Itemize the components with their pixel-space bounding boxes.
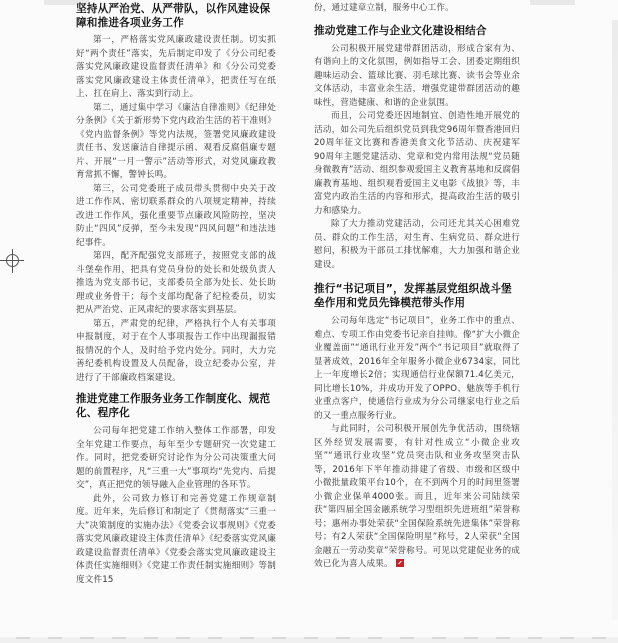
left-column xyxy=(76,2,276,587)
paragraph: 第四，配齐配强党支部班子，按照党支部的战斗堡垒作用，把具有党员身份的处长和处级负责人推选为党支部书记，支部委员全部为处长、处长助理或业务骨干；每个支部均配备了纪检委员，切实把从严治党、正风肃纪的要求落实到基层。 xyxy=(76,251,276,315)
top-edge-mark xyxy=(530,0,575,5)
paragraph: 公司每年把党建工作纳入整体工作部署，印发全年党建工作要点，每年至少专题研究一次党建工作。同时，把党委研究讨论作为分公司决策重大问题的前置程序，凡“三重一大”事项均“先党内、后提交”，真正把党的领导融入企业管理的各环节。 xyxy=(76,426,276,490)
paragraph: 除了大力推动党建活动，公司还尤其关心困难党员、群众的工作生活，对生育、生病党员、群众进行慰问，积极为干部员工排忧解难，大力加强和谐企业建设。 xyxy=(314,219,520,270)
section-heading: 推行“书记项目”，发挥基层党组织战斗堡垒作用和党员先锋模范带头作用 xyxy=(314,283,512,309)
article-end-icon xyxy=(396,559,404,567)
paragraph: 第五，严肃党的纪律，严格执行个人有关事项申报制度，对于在个人事项报告工作中出现漏报错报情况的个人，及时给予党内处分。同时，大力完善纪委机构设置及人员配备，设立纪委办公室，并进行了干部廉政档案建设。 xyxy=(76,318,276,383)
paragraph: 而且，公司党委还因地制宜、创造性地开展党的活动，如公司先后组织党员到我党96周年暨香港回归20周年征文比赛和香港美食文化节活动、庆祝建军90周年主题党建活动、党章和党内常用法规“党员随身微教育”活动、组织参观爱国主义教育基地和反腐倡廉教育基地、组织观看爱国主义电影《战狼》等，丰富党内政治生活的内容和形式，提高政治生活的吸引力和感染力。 xyxy=(314,111,520,216)
section-heading: 推动党建工作与企业文化建设相结合 xyxy=(314,24,487,37)
paragraph: 公司每年选定“书记项目”，业务工作中的重点、难点、专项工作由党委书记亲自挂帅。像“扩大小微企业覆盖面”“通讯行业开发”两个“书记项目”就取得了显著成效，2016年全年服务小微企业6734家，同比上一年度增长2倍；实现通信行业保额71.4亿美元，同比增长10%，并成功开发了OPPO、魅族等手机行业重点客户，使通信行业成为分公司继家电行业之后的又一重点服务行业。 xyxy=(314,316,520,421)
right-column xyxy=(314,2,520,572)
paragraph: 公司积极开展党建带群团活动，形成合家有为、有谐向上的文化氛围，例如指导工会、团委定期组织趣味运动会、篮球比赛、羽毛球比赛、读书会等业余文体活动，丰富业余生活，增强党建带群团活动的趣味性，营造健康、和谐的企业氛围。 xyxy=(314,43,520,108)
paragraph: 第一，严格落实党风廉政建设责任制。切实抓好“两个责任”落实，先后制定印发了《分公司纪委落实党风廉政建设监督责任清单》和《分公司党委落实党风廉政建设主体责任清单》，把责任写在纸上、扛在肩上、落实到行动上。 xyxy=(76,35,276,99)
bottom-edge-marks xyxy=(16,637,606,639)
paragraph: 第二，通过集中学习《廉洁自律准则》《纪律处分条例》《关于新形势下党内政治生活的若干准则》《党内监督条例》等党内法规，签署党风廉政建设责任书、发送廉洁自律提示函、观看反腐倡廉专题片、开展“一月一警示”活动等形式，对党风廉政教育常抓不懈，警钟长鸣。 xyxy=(76,102,276,180)
paragraph-text: 与此同时，公司积极开展创先争优活动，围绕辖区外经贸发展需要，有针对性成立“小微企业攻坚”“通讯行业攻坚”党员突击队和业务攻坚突击队等，2016年下半年推动排建了省级、市级和区级中小微批量政策平台10个，在不到两个月的时间里签署小微企业保单4000张。而且，近年来公司陆续荣获“第四届全国金融系统学习型组织先进班组”荣誉称号；惠州办事处荣获“全国保险系统先进集体”荣誉称号；有2人荣获“全国保险明星”称号，2人荣获“全国金融五一劳动奖章”荣誉称号。可见以党建促业务的成效已化为喜人成果。 xyxy=(314,424,520,569)
registration-mark-icon xyxy=(0,249,24,273)
paragraph-with-end-mark xyxy=(314,423,520,572)
section-heading: 推进党建工作服务业务工作制度化、规范化、程序化 xyxy=(76,393,271,419)
paragraph: 份，通过建章立制，服务中心工作。 xyxy=(314,3,454,13)
section-heading: 坚持从严治党、从严带队，以作风建设保障和推进各项业务工作 xyxy=(76,3,271,29)
paragraph: 此外，公司致力修订和完善党建工作规章制度。近年来，先后修订和制定了《贯彻落实“三重一大”决策制度的实施办法》《党委会议事规则》《党委落实党风廉政建设主体责任清单》《纪委落实党风廉政建设监督责任清单》《党委会落实党风廉政建设主体责任实施细则》《党建工作责任制实施细则》等制度文件15 xyxy=(76,493,276,585)
paragraph: 第三，公司党委班子成员带头贯彻中央关于改进工作作风、密切联系群众的八项规定精神，持续改进工作作风，强化重要节点廉政风险防控，坚决防止“四风”反弹，至今未发现“四风问题”和违法违纪事件。 xyxy=(76,183,276,248)
right-page-edge xyxy=(612,20,618,620)
